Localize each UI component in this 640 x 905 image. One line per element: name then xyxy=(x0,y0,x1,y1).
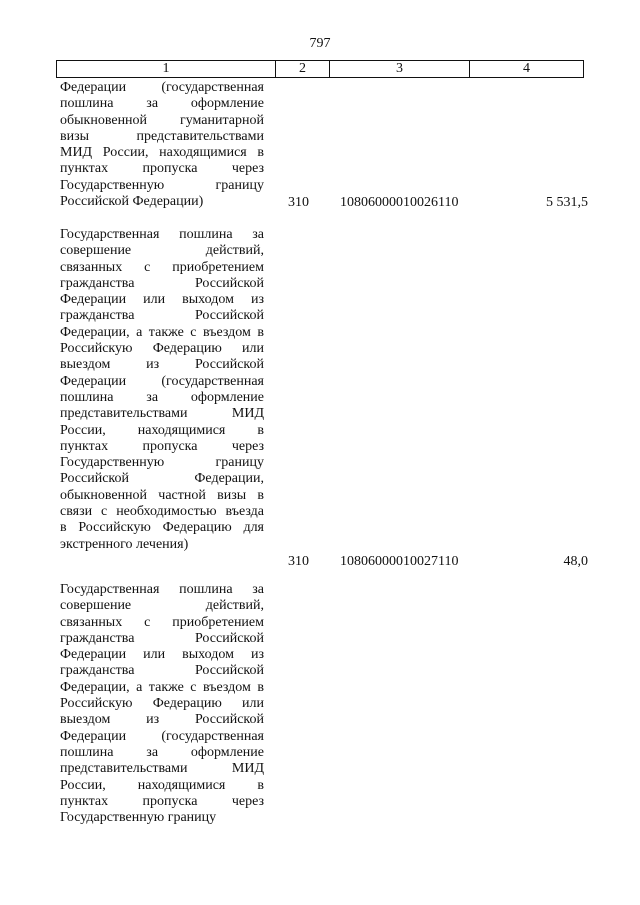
description-line: пошлина за оформление xyxy=(60,744,264,760)
description-line: Федерации или выходом из xyxy=(60,647,264,663)
description-line: в Российскую Федерацию для xyxy=(60,520,264,536)
description-line: обыкновенной частной визы в xyxy=(60,487,264,503)
page-number: 797 xyxy=(309,36,331,51)
description-line: России, находящимися в xyxy=(60,777,264,793)
column-header-2: 2 xyxy=(276,61,330,77)
description-line: пунктах пропуска через xyxy=(60,161,264,177)
column-header-1: 1 xyxy=(57,61,276,77)
description-line: экстренного лечения) xyxy=(60,536,189,552)
description-line: пошлина за оформление xyxy=(60,96,264,112)
description-line: Федерации или выходом из xyxy=(60,292,264,308)
column-header-row xyxy=(56,60,584,78)
description-line: Российской Федерации, xyxy=(60,471,264,487)
column-header-3: 3 xyxy=(330,61,470,77)
description-line: связанных с приобретением xyxy=(60,614,264,630)
row-amount: 48,0 xyxy=(563,554,588,569)
description-line: Государственная пошлина за xyxy=(60,582,264,597)
description-line: гражданства Российской xyxy=(60,275,264,291)
description-line: Государственная пошлина за xyxy=(60,227,264,242)
description-line: МИД России, находящимися в xyxy=(60,145,264,161)
table-row xyxy=(60,582,588,826)
description-line: гражданства Российской xyxy=(60,663,264,679)
description-line: гражданства Российской xyxy=(60,630,264,646)
description-line: России, находящимися в xyxy=(60,422,264,438)
row-kbk: 10806000010026110 xyxy=(340,195,459,210)
row-description xyxy=(60,582,264,826)
description-line: гражданства Российской xyxy=(60,308,264,324)
row-amount: 5 531,5 xyxy=(546,195,588,210)
description-line: Российскую Федерацию или xyxy=(60,696,264,712)
table-row xyxy=(60,80,588,210)
row-kbk: 10806000010027110 xyxy=(340,554,459,569)
description-line: Федерации (государственная xyxy=(60,80,264,95)
description-line: совершение действий, xyxy=(60,243,264,259)
row-description xyxy=(60,227,264,553)
description-line: обыкновенной гуманитарной xyxy=(60,112,264,128)
description-line: связи с необходимостью въезда xyxy=(60,504,264,520)
table-row xyxy=(60,227,588,569)
description-line: Федерации, а также с въездом в xyxy=(60,679,264,695)
description-line: Российскую Федерацию или xyxy=(60,341,264,357)
row-code: 310 xyxy=(288,195,309,210)
description-line: Федерации, а также с въездом в xyxy=(60,324,264,340)
description-line: связанных с приобретением xyxy=(60,259,264,275)
description-line: пошлина за оформление xyxy=(60,389,264,405)
row-code: 310 xyxy=(288,554,309,569)
description-line: визы представительствами xyxy=(60,128,264,144)
column-header-4: 4 xyxy=(523,61,530,76)
description-line: Государственную границу xyxy=(60,810,217,826)
description-line: представительствами МИД xyxy=(60,406,264,422)
description-line: выездом из Российской xyxy=(60,712,264,728)
description-line: пунктах пропуска через xyxy=(60,438,264,454)
description-line: Российской Федерации) xyxy=(60,194,204,210)
description-line: пунктах пропуска через xyxy=(60,793,264,809)
row-description xyxy=(60,80,264,210)
description-line: Федерации (государственная xyxy=(60,728,264,744)
description-line: Федерации (государственная xyxy=(60,373,264,389)
description-line: выездом из Российской xyxy=(60,357,264,373)
description-line: совершение действий, xyxy=(60,598,264,614)
description-line: представительствами МИД xyxy=(60,761,264,777)
description-line: Государственную границу xyxy=(60,177,264,193)
description-line: Государственную границу xyxy=(60,455,264,471)
